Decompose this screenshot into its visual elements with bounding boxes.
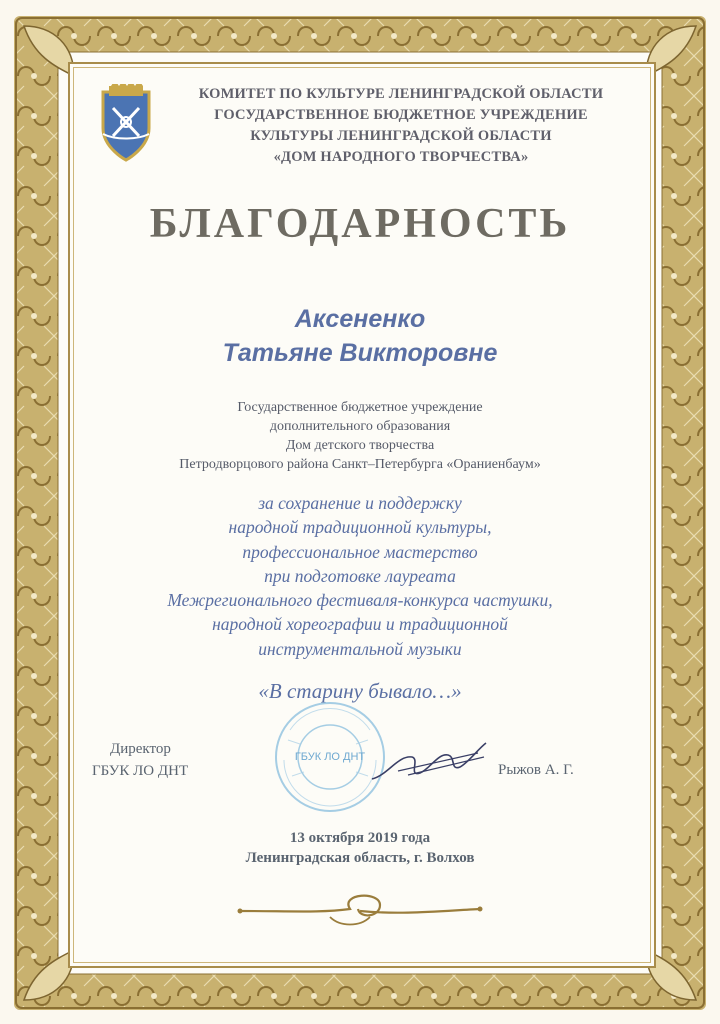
reason-line: за сохранение и поддержку — [258, 493, 462, 513]
header — [95, 84, 625, 174]
issuer-block — [181, 84, 621, 168]
signature — [368, 735, 488, 790]
stamp-text: ГБУК ЛО ДНТ — [294, 751, 366, 763]
reason-line: народной хореографии и традиционной — [212, 614, 508, 635]
issuer-line-1: КОМИТЕТ ПО КУЛЬТУРЕ ЛЕНИНГРАДСКОЙ ОБЛАСТИ — [198, 86, 604, 102]
signatory-position — [92, 738, 189, 782]
reason-line: профессиональное мастерство — [242, 541, 478, 562]
festival-name: «В старину бывало…» — [258, 679, 462, 703]
organization-line: дополнительного образования — [269, 419, 451, 434]
recipient-organization — [0, 398, 720, 474]
recipient-name — [0, 302, 720, 370]
coat-of-arms-icon — [95, 84, 157, 166]
signatory-name: Рыжов А. Г. — [498, 762, 574, 778]
signatory-institution: ГБУК ЛО ДНТ — [92, 763, 189, 779]
reason-line: инструментальной музыки — [258, 638, 462, 659]
organization-line: Петродворцового района Санкт–Петербурга «Ораниенбаум» — [179, 457, 541, 472]
issue-date: 13 октября 2019 года — [289, 830, 431, 846]
issuer-line-4: «ДОМ НАРОДНОГО ТВОРЧЕСТВА» — [273, 149, 529, 165]
organization-line: Дом детского творчества — [285, 438, 435, 453]
reason-line: народной традиционной культуры, — [228, 517, 492, 538]
flourish-ornament — [230, 883, 490, 933]
recipient-given-names: Татьяне Викторовне — [222, 339, 498, 367]
reason-line: Межрегионального фестиваля-конкурса частушки, — [167, 590, 553, 611]
issuer-line-2: ГОСУДАРСТВЕННОЕ БЮДЖЕТНОЕ УЧРЕЖДЕНИЕ — [214, 107, 588, 123]
award-reason — [0, 491, 720, 661]
issue-place: Ленинградская область, г. Волхов — [245, 850, 475, 866]
document-title: БЛАГОДАРНОСТЬ — [149, 201, 571, 247]
organization-line: Государственное бюджетное учреждение — [237, 400, 483, 415]
issuer-line-3: КУЛЬТУРЫ ЛЕНИНГРАДСКОЙ ОБЛАСТИ — [250, 128, 552, 144]
recipient-surname: Аксененко — [294, 305, 426, 333]
reason-line: при подготовке лауреата — [264, 565, 456, 586]
signatory-title: Директор — [110, 741, 171, 757]
date-place — [0, 828, 720, 868]
